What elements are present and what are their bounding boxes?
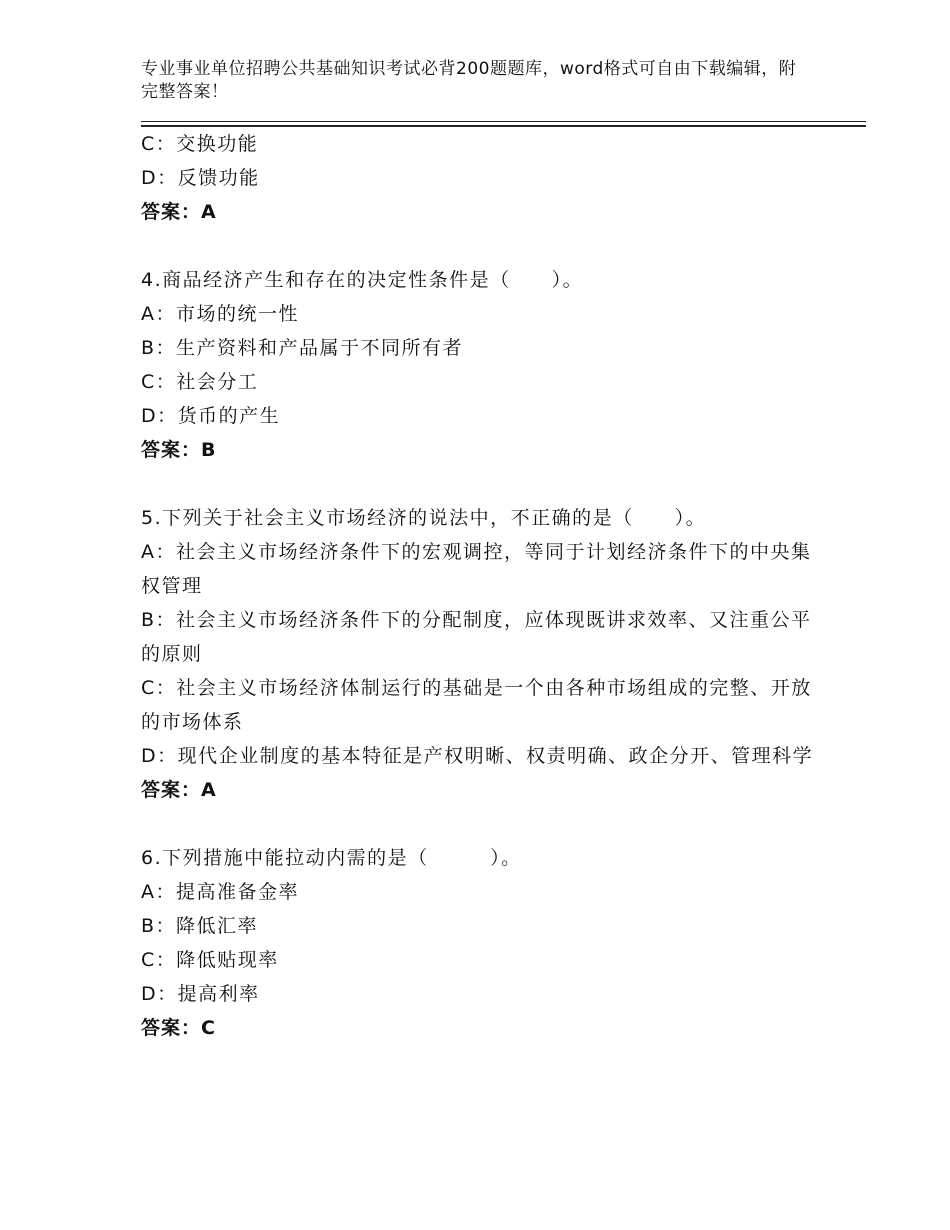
option-c: C：社会主义市场经济体制运行的基础是一个由各种市场组成的完整、开放的市场体系 bbox=[141, 677, 812, 733]
question-stem: 4.商品经济产生和存在的决定性条件是（ ）。 bbox=[141, 269, 584, 291]
option-c: C：交换功能 bbox=[141, 133, 259, 155]
option-d: D：现代企业制度的基本特征是产权明晰、权责明确、政企分开、管理科学 bbox=[141, 745, 814, 767]
option-b: B：生产资料和产品属于不同所有者 bbox=[141, 337, 464, 359]
option-b: B：降低汇率 bbox=[141, 915, 259, 937]
page-header bbox=[141, 58, 801, 104]
question-3-tail bbox=[141, 127, 821, 229]
option-a: A：提高准备金率 bbox=[141, 881, 299, 903]
answer-line: 答案：A bbox=[141, 779, 217, 801]
answer-line: 答案：C bbox=[141, 1017, 216, 1039]
option-c: C：社会分工 bbox=[141, 371, 259, 393]
option-b: B：社会主义市场经济条件下的分配制度，应体现既讲求效率、又注重公平的原则 bbox=[141, 609, 812, 665]
question-stem: 6.下列措施中能拉动内需的是（ ）。 bbox=[141, 847, 522, 869]
option-d: D：货币的产生 bbox=[141, 405, 281, 427]
question-4 bbox=[141, 263, 821, 467]
answer-line: 答案：A bbox=[141, 201, 217, 223]
question-stem: 5.下列关于社会主义市场经济的说法中，不正确的是（ ）。 bbox=[141, 507, 707, 529]
option-a: A：社会主义市场经济条件下的宏观调控，等同于计划经济条件下的中央集权管理 bbox=[141, 541, 812, 597]
header-title: 专业事业单位招聘公共基础知识考试必背200题题库，word格式可自由下载编辑，附完整答案！ bbox=[141, 59, 797, 102]
option-d: D：提高利率 bbox=[141, 983, 260, 1005]
question-6 bbox=[141, 841, 821, 1045]
option-a: A：市场的统一性 bbox=[141, 303, 299, 325]
question-5 bbox=[141, 501, 821, 807]
question-list bbox=[141, 127, 821, 1045]
option-c: C：降低贴现率 bbox=[141, 949, 279, 971]
option-d: D：反馈功能 bbox=[141, 167, 260, 189]
header-divider bbox=[141, 121, 866, 122]
answer-line: 答案：B bbox=[141, 439, 217, 461]
